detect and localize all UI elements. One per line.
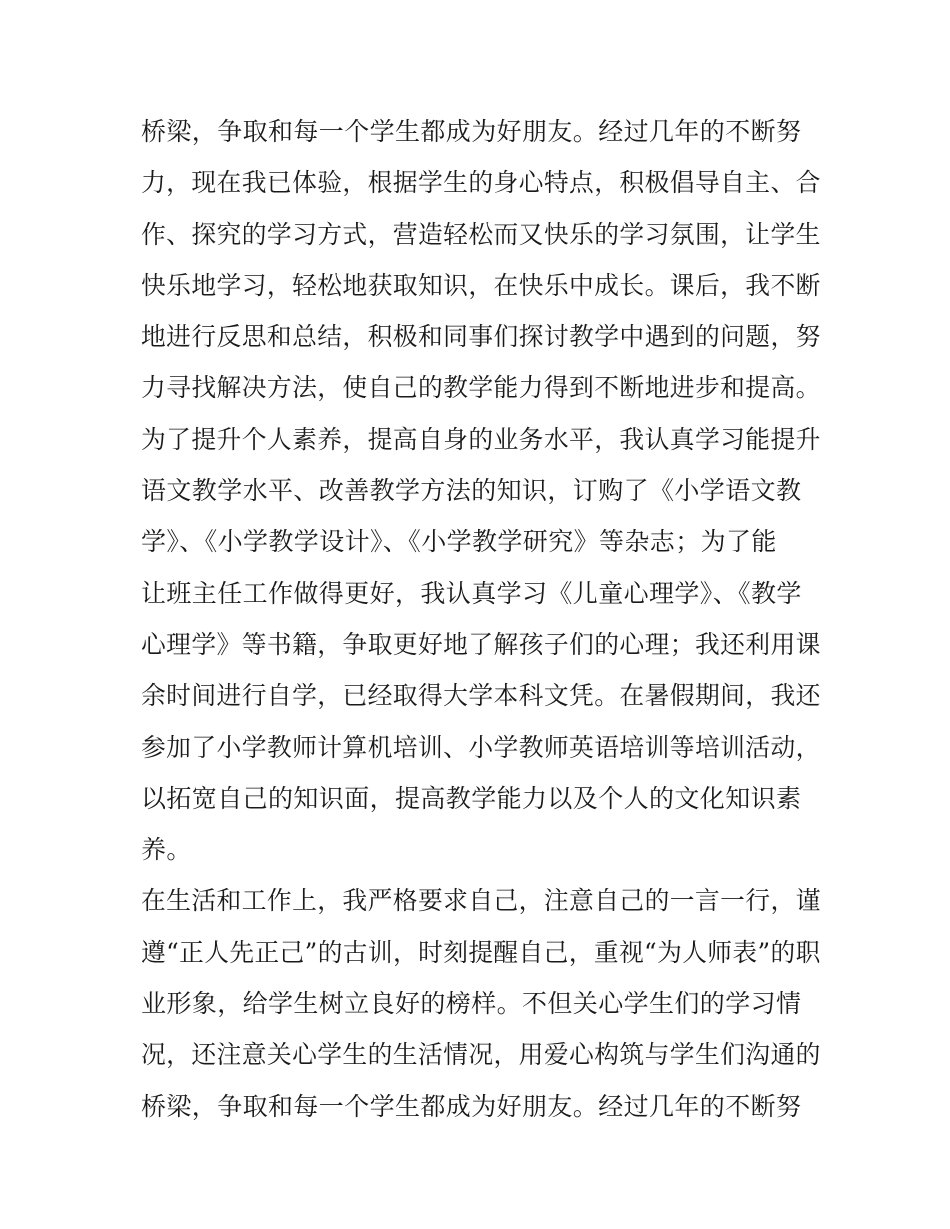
text-line: 业形象，给学生树立良好的榜样。不但关心学生们的学习情 — [141, 989, 802, 1019]
text-line: 以拓宽自己的知识面，提高教学能力以及个人的文化知识素 — [141, 783, 802, 813]
text-line: 余时间进行自学，已经取得大学本科文凭。在暑假期间，我还 — [141, 681, 821, 711]
text-line: 为了提升个人素养，提高自身的业务水平，我认真学习能提升 — [141, 424, 821, 454]
text-line: 快乐地学习，轻松地获取知识，在快乐中成长。课后，我不断 — [141, 270, 821, 300]
text-line: 力，现在我已体验，根据学生的身心特点，积极倡导自主、合 — [141, 168, 821, 198]
text-line: 在生活和工作上，我严格要求自己，注意自己的一言一行，谨 — [141, 886, 821, 916]
text-line: 学》、《小学教学设计》、《小学教学研究》等杂志；为了能 — [141, 527, 777, 557]
text-line: 桥梁，争取和每一个学生都成为好朋友。经过几年的不断努 — [141, 117, 802, 146]
text-line: 力寻找解决方法，使自己的教学能力得到不断地进步和提高。 — [141, 373, 821, 403]
body-text — [141, 106, 821, 1132]
text-line: 语文教学水平、改善教学方法的知识，订购了《小学语文教 — [141, 476, 802, 506]
text-line: 况，还注意关心学生的生活情况，用爱心构筑与学生们沟通的 — [141, 1040, 821, 1070]
text-line: 让班主任工作做得更好，我认真学习《儿童心理学》、《教学 — [141, 578, 802, 608]
text-line: 养。 — [141, 835, 192, 865]
text-line: 参加了小学教师计算机培训、小学教师英语培训等培训活动， — [141, 732, 821, 762]
text-line: 心理学》等书籍，争取更好地了解孩子们的心理；我还利用课 — [141, 629, 821, 659]
text-line: 遵“正人先正己”的古训，时刻提醒自己，重视“为人师表”的职 — [141, 937, 821, 967]
text-line: 作、探究的学习方式，营造轻松而又快乐的学习氛围，让学生 — [141, 219, 821, 249]
text-line: 地进行反思和总结，积极和同事们探讨教学中遇到的问题，努 — [141, 322, 821, 352]
text-line: 桥梁，争取和每一个学生都成为好朋友。经过几年的不断努 — [141, 1091, 802, 1121]
